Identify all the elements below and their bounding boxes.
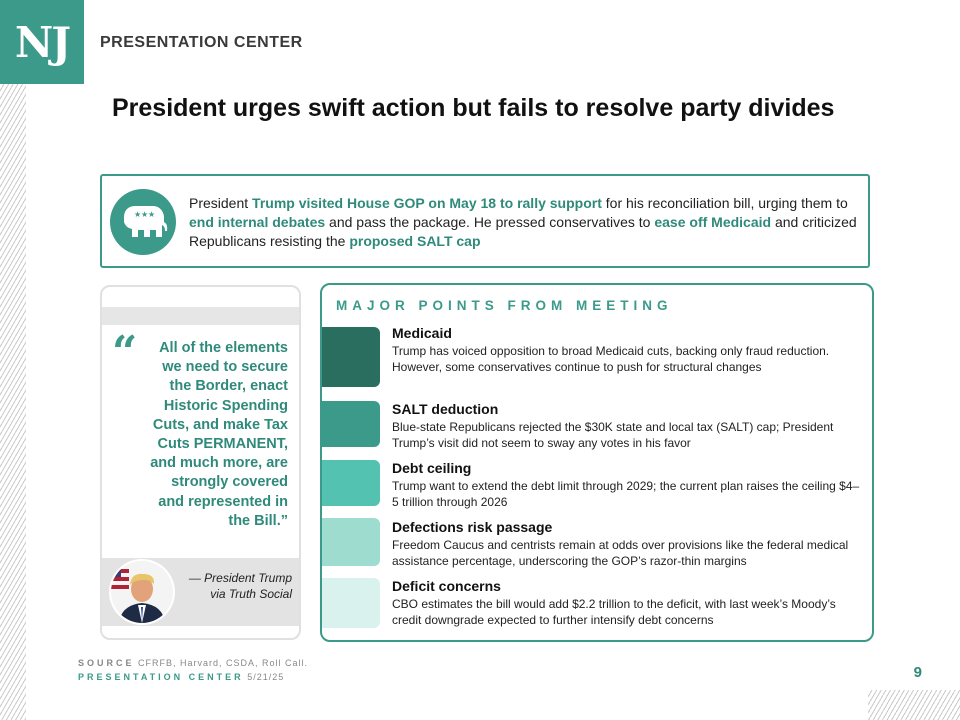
quote-card — [100, 285, 301, 640]
point-desc-defections: Freedom Caucus and centrists remain at odds over provisions like the federal medical assistance percentage, underscoring the GOP’s razor-thin margins — [392, 538, 849, 568]
point-title-debt-ceiling: Debt ceiling — [392, 460, 472, 476]
quote-attribution: — President Trump via Truth Social — [188, 571, 292, 601]
svg-text:★: ★ — [141, 210, 149, 219]
center-label: PRESENTATION CENTER — [78, 672, 244, 682]
point-title-defections: Defections risk passage — [392, 519, 553, 535]
point-marker-defections — [322, 518, 380, 566]
nj-logo: NJ — [0, 0, 84, 84]
quote-mark-icon: “ — [112, 327, 138, 378]
decorative-hatch-bottom — [868, 690, 960, 720]
point-marker-medicaid — [322, 327, 380, 387]
major-points-panel — [320, 283, 874, 642]
page-number: 9 — [913, 664, 922, 681]
brand-name: PRESENTATION CENTER — [100, 34, 303, 51]
summary-text: President Trump visited House GOP on May 18 to rally support for his reconciliation bill, urging them to end internal debates and pass the package. He pressed conservatives to ease off Medicaid and criticized Republicans resisting the proposed SALT cap — [189, 195, 857, 249]
footer-center — [78, 672, 284, 682]
point-desc-medicaid: Trump has voiced opposition to broad Medicaid cuts, backing only fraud reduction. However, some conservatives continue to push for structural changes — [392, 344, 830, 374]
point-marker-deficit — [322, 578, 380, 628]
source-text: CFRFB, Harvard, CSDA, Roll Call. — [138, 658, 309, 668]
point-marker-debt-ceiling — [322, 460, 380, 506]
major-points-heading: MAJOR POINTS FROM MEETING — [336, 298, 673, 313]
svg-text:★: ★ — [148, 210, 156, 219]
point-title-deficit: Deficit concerns — [392, 578, 501, 594]
footer-source — [78, 658, 308, 668]
slide-title: President urges swift action but fails to resolve party divides — [112, 94, 835, 122]
point-desc-salt: Blue-state Republicans rejected the $30K state and local tax (SALT) cap; President Trump’s visit did not seem to sway any votes in his favor — [392, 420, 834, 450]
point-marker-salt — [322, 401, 380, 447]
gop-elephant-icon — [110, 189, 176, 255]
trump-avatar — [111, 561, 173, 623]
point-desc-deficit: CBO estimates the bill would add $2.2 trillion to the deficit, with last week’s Moody’s credit downgrade expected to further intensify debt concerns — [392, 597, 836, 627]
source-label: SOURCE — [78, 658, 135, 668]
point-title-medicaid: Medicaid — [392, 325, 452, 341]
quote-top-band — [102, 307, 299, 325]
footer-date: 5/21/25 — [247, 672, 285, 682]
quote-text: All of the elements we need to secure the Border, enact Historic Spending Cuts, and make Tax Cuts PERMANENT, and much more, are strongly covered and represented in the Bill.” — [150, 340, 288, 529]
decorative-hatch-left — [0, 84, 26, 720]
point-desc-debt-ceiling: Trump want to extend the debt limit through 2029; the current plan raises the ceiling $4–5 trillion through 2026 — [392, 479, 860, 509]
summary-box — [100, 174, 870, 268]
point-title-salt: SALT deduction — [392, 401, 499, 417]
svg-text:★: ★ — [134, 210, 142, 219]
